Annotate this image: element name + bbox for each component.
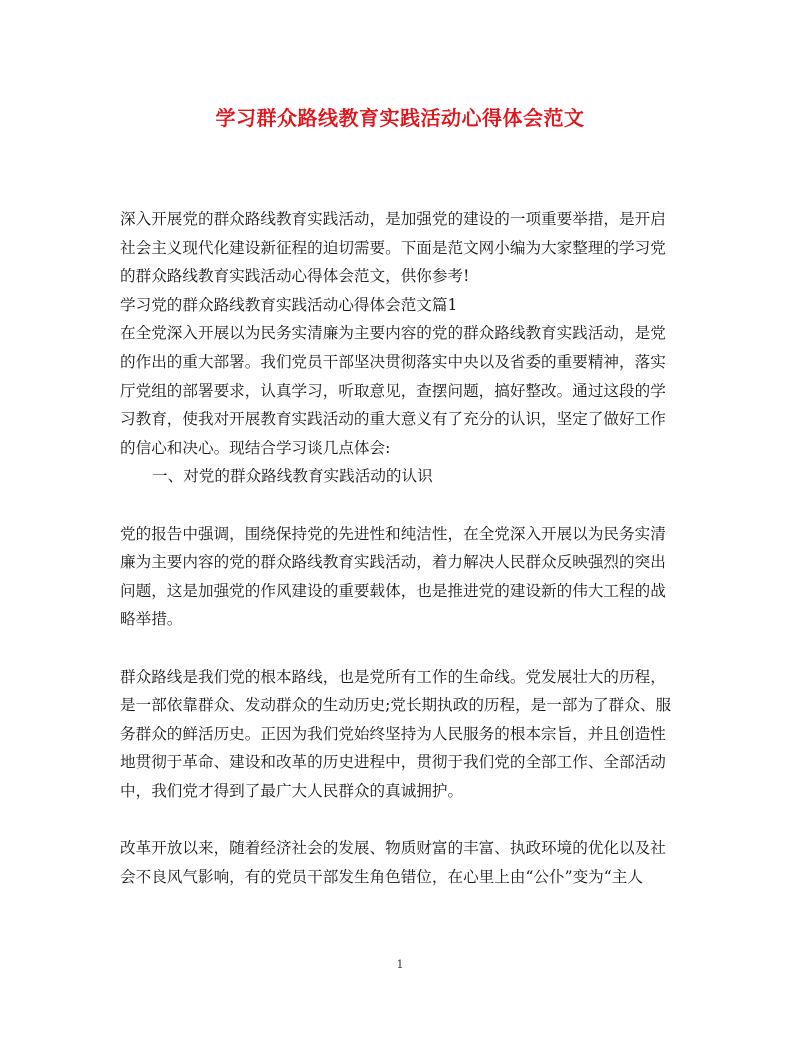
text-line: 的群众路线教育实践活动心得体会范文，供你参考!: [120, 267, 470, 286]
subsection-heading: 一、对党的群众路线教育实践活动的认识: [152, 467, 433, 486]
document-body: [120, 205, 672, 891]
paragraph-gap: [120, 491, 660, 520]
text-line: 廉为主要内容的党的群众路线教育实践活动，着力解决人民群众反映强烈的突出: [120, 553, 666, 572]
text-line: 的信心和决心。现结合学习谈几点体会:: [120, 438, 391, 457]
document-title: 学习群众路线教育实践活动心得体会范文: [215, 106, 585, 130]
text-line: 深入开展党的群众路线教育实践活动，是加强党的建设的一项重要举措，是开启: [120, 210, 666, 228]
text-line: 社会主义现代化建设新征程的迫切需要。下面是范文网小编为大家整理的学习党: [120, 238, 666, 257]
text-line: 是一部依靠群众、发动群众的生动历史;党长期执政的历程，是一部为了群众、服: [120, 696, 672, 715]
text-line: 群众路线是我们党的根本路线，也是党所有工作的生命线。党发展壮大的历程，: [120, 667, 666, 686]
text-line: 习教育，使我对开展教育实践活动的重大意义有了充分的认识，坚定了做好工作: [120, 410, 666, 429]
text-line: 党的报告中强调，围绕保持党的先进性和纯洁性，在全党深入开展以为民务实清: [120, 524, 666, 543]
text-line: 地贯彻于革命、建设和改革的历史进程中，贯彻于我们党的全部工作、全部活动: [120, 753, 666, 772]
text-line: 的作出的重大部署。我们党员干部坚决贯彻落实中央以及省委的重要精神，落实: [120, 352, 666, 371]
text-line: 会不良风气影响，有的党员干部发生角色错位，在心里上由“公仆”变为“主人: [120, 867, 643, 886]
text-line: 厅党组的部署要求，认真学习，听取意见，查摆问题，搞好整改。通过这段的学: [120, 381, 666, 400]
text-line: 问题，这是加强党的作风建设的重要载体，也是推进党的建设新的伟大工程的战: [120, 581, 666, 600]
page-number: 1: [396, 958, 404, 971]
text-line: 中，我们党才得到了最广大人民群众的真诚拥护。: [120, 781, 464, 800]
paragraph-gap: [120, 805, 660, 834]
text-line: 略举措。: [120, 610, 183, 629]
section-heading: 学习党的群众路线教育实践活动心得体会范文篇1: [120, 295, 458, 314]
text-line: 在全党深入开展以为民务实清廉为主要内容的党的群众路线教育实践活动，是党: [120, 324, 666, 343]
text-line: 务群众的鲜活历史。正因为我们党始终坚持为人民服务的根本宗旨，并且创造性: [120, 724, 666, 743]
text-line: 改革开放以来，随着经济社会的发展、物质财富的丰富、执政环境的优化以及社: [120, 839, 666, 858]
paragraph-gap: [120, 634, 660, 663]
